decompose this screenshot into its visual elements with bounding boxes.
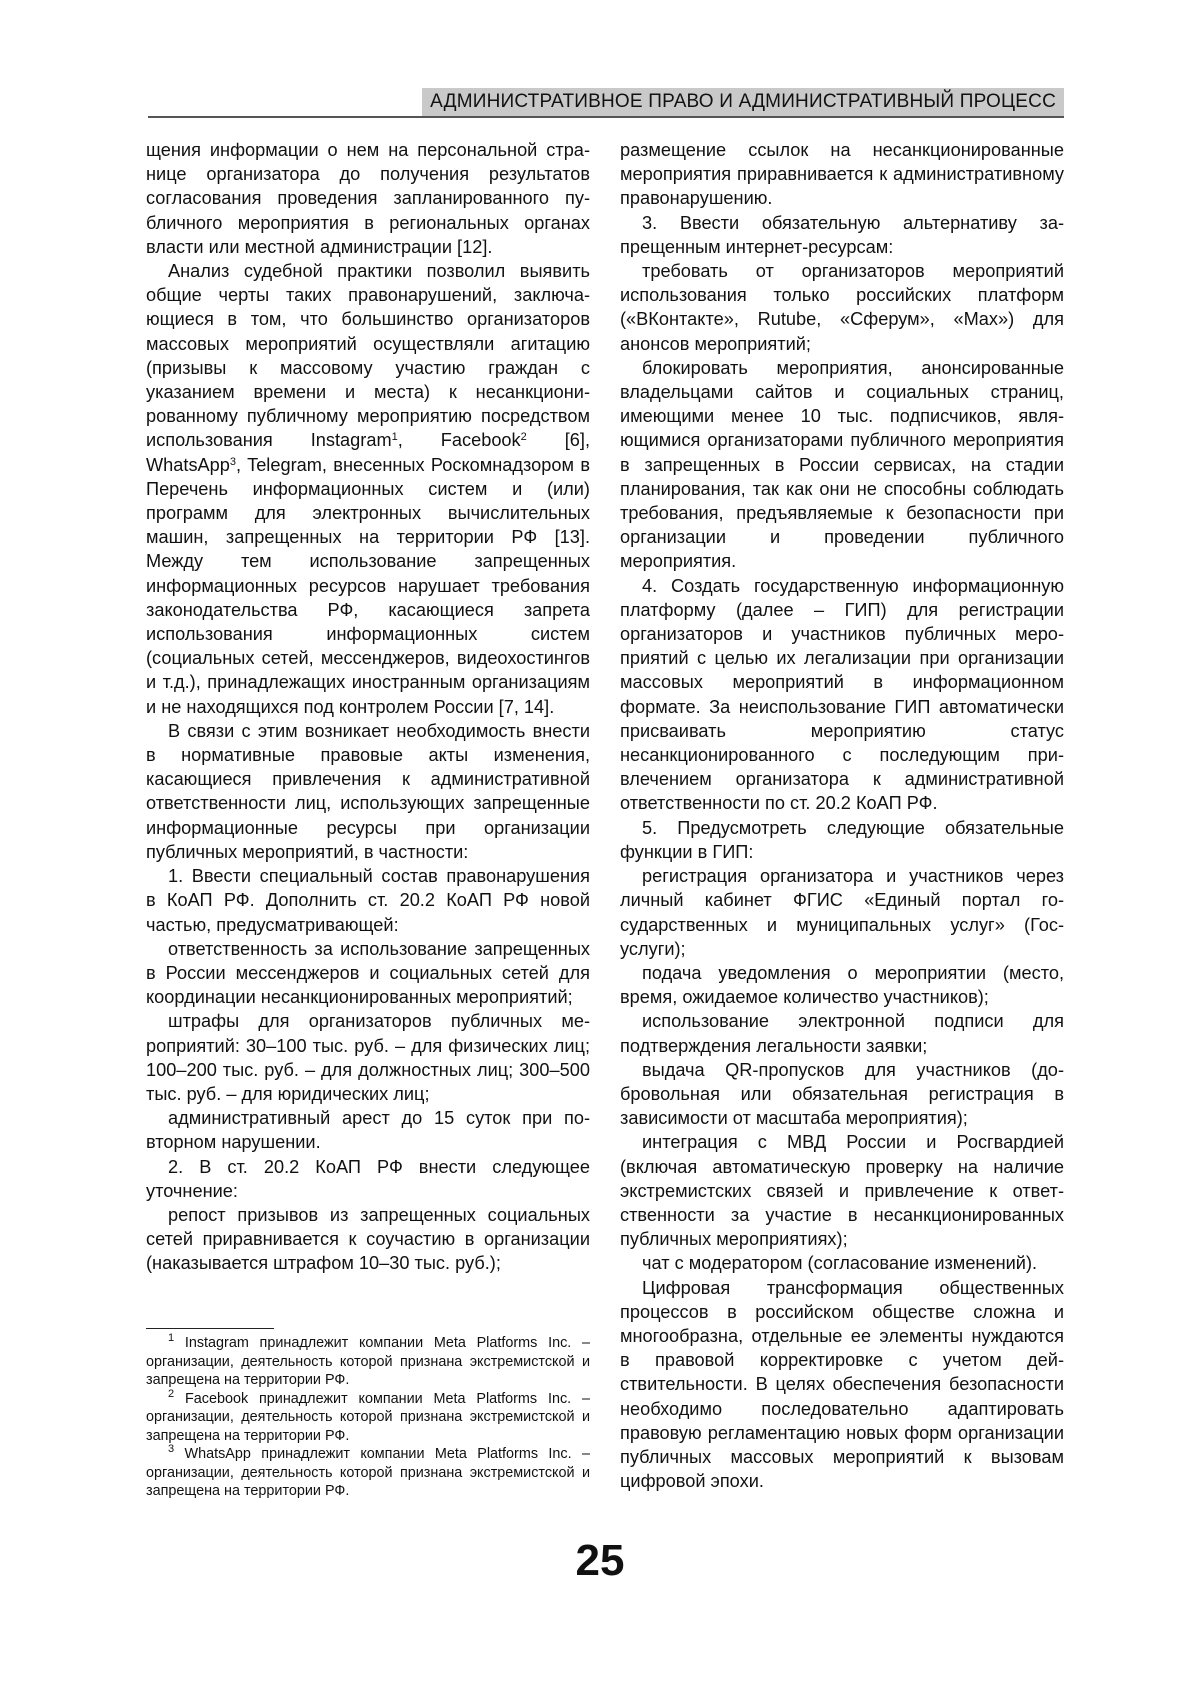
paragraph-court-practice (146, 259, 590, 719)
paragraph: щения информации о нем на персональной странице организатора до получения результатов согласования проведения запланированного публичного мероприятия в региональных органах власти или местной администрации [12]. (146, 140, 590, 257)
footnote-1 (146, 1334, 590, 1390)
paragraph: размещение ссылок на несанкционированные мероприятия приравнивается к административному правонарушению. (620, 140, 1064, 209)
footnote-mark: 1 (168, 1332, 175, 1344)
footnotes (146, 1334, 590, 1501)
right-column (620, 138, 1064, 1493)
paragraph: административный арест до 15 суток при повторном нарушении. (146, 1108, 590, 1153)
journal-section-title: АДМИНИСТРАТИВНОЕ ПРАВО И АДМИНИСТРАТИВНЫЙ ПРОЦЕСС (422, 88, 1064, 116)
footnote-ref-1: 1 (391, 431, 398, 444)
footnote-3 (146, 1445, 590, 1501)
paragraph: ответственность за использование запрещенных в России мессенджеров и социальных сетей для координации несанкционированных мероприятий; (146, 938, 590, 1008)
paragraph: штрафы для организаторов публичных мероприятий: 30–100 тыс. руб. – для физических лиц; 100–200 тыс. руб. – для должностных лиц; 300–500 тыс. руб. – для юридических лиц; (146, 1011, 590, 1104)
paragraph: блокировать мероприятия, анонсированные владельцами сайтов и социальных страниц, имеющими менее 10 тыс. подписчиков, являющимися организаторами публичного мероприятия в запрещенных в России сервисах, на стадии планирования, так как они не способны соблюдать требования, предъявляемые к безопасности при организации и проведении публичного мероприятия. (620, 357, 1064, 572)
paragraph-conclusion: Цифровая трансформация общественных процессов в российском обществе сложна и многообразна, отдельные ее элементы нуждаются в правовой корректировке с учетом действительности. В целях обеспечения безопасности необходимо последовательно адаптировать правовую регламентацию новых форм организации публичных массовых мероприятий к вызовам цифровой эпохи. (620, 1277, 1064, 1492)
paragraph: регистрация организатора и участников через личный кабинет ФГИС «Единый портал государственных и муниципальных услуг» (Госуслуги); (620, 866, 1064, 959)
footnote-ref-3: 3 (229, 455, 237, 468)
footnote-ref-2: 2 (520, 431, 527, 444)
text-run: [6], WhatsApp (146, 430, 591, 475)
paragraph: выдача QR-пропусков для участников (добровольная или обязательная регистрация в зависимости от масштаба мероприятия); (620, 1059, 1064, 1129)
text-run: Анализ судебной практики позволил выявить общие черты таких правонарушений, заключающиеся в том, что большинство организаторов массовых мероприятий осуществляли агитацию (призывы к массовому участию граждан с указанием времени и места) к несанкционированному публичному мероприятию посредством использования Instagram (146, 261, 590, 451)
paragraph: использование электронной подписи для подтверждения легальности заявки; (620, 1011, 1064, 1056)
text-run: , Telegram, внесенных Роскомнадзором в Перечень информационных систем и (или) программ для электронных вычислительных машин, запрещенных на территории РФ [13]. Между тем использование запрещенных информационных ресурсов нарушает требования законодательства РФ, касающиеся запрета использования информационных систем (социальных сетей, мессенджеров, видеохостингов и т.д.), принадлежащих иностранным организациям и не находящихся под контролем России [7, 14]. (146, 454, 590, 717)
paragraph: 3. Ввести обязательную альтернативу запрещенным интернет-ресурсам: (620, 212, 1064, 257)
footnote-text: WhatsApp принадлежит компании Meta Platforms Inc. – организации, деятельность которой признана экстремистской и запрещена на территории РФ. (146, 1446, 590, 1499)
footnote-text: Facebook принадлежит компании Meta Platforms Inc. – организации, деятельность которой признана экстремистской и запрещена на территории РФ. (146, 1390, 590, 1444)
running-header (148, 88, 1064, 118)
footnote-mark: 2 (168, 1387, 175, 1400)
paragraph: 1. Ввести специальный состав правонарушения в КоАП РФ. Дополнить ст. 20.2 КоАП РФ новой частью, предусматривающей: (146, 866, 590, 935)
paragraph: В связи с этим возникает необходимость внести в нормативные правовые акты изменения, касающиеся привлечения к административной ответственности лиц, использующих запрещенные информационные ресурсы при организации публичных мероприятий, в частности: (146, 720, 590, 862)
paragraph: чат с модератором (согласование изменений). (642, 1253, 1038, 1274)
footnote-separator (146, 1328, 274, 1329)
paragraph: интеграция с МВД России и Росгвардией (включая автоматическую проверку на наличие экстремистских связей и привлечение к ответственности за участие в несанкционированных публичных мероприятиях); (620, 1132, 1064, 1250)
paragraph: 4. Создать государственную информационную платформу (далее – ГИП) для регистрации организаторов и участников публичных мероприятий с целью их легализации при организации массовых мероприятий в информационном формате. За неиспользование ГИП автоматически присваивать мероприятию статус несанкционированного с последующим привлечением организатора к административной ответственности по ст. 20.2 КоАП РФ. (620, 575, 1064, 814)
left-column (146, 138, 590, 1276)
header-rule (148, 116, 1064, 118)
paragraph: подача уведомления о мероприятии (место, время, ожидаемое количество участников); (620, 962, 1064, 1008)
text-run: , Facebook (397, 430, 521, 451)
page-number: 25 (575, 1536, 625, 1585)
footnote-text: Instagram принадлежит компании Meta Platforms Inc. – организации, деятельность которой признана экстремистской и запрещена на территории РФ. (146, 1335, 590, 1388)
paragraph: 2. В ст. 20.2 КоАП РФ внести следующее уточнение: (146, 1156, 590, 1201)
paragraph: репост призывов из запрещенных социальных сетей приравнивается к соучастию в организации (наказывается штрафом 10–30 тыс. руб.); (146, 1204, 590, 1274)
footnote-mark: 3 (168, 1443, 175, 1455)
paragraph: 5. Предусмотреть следующие обязательные функции в ГИП: (620, 817, 1064, 862)
paragraph: требовать от организаторов мероприятий использования только российских платформ («ВКонтакте», Rutube, «Сферум», «Max») для анонсов мероприятий; (620, 261, 1064, 354)
footnote-2 (146, 1387, 590, 1446)
